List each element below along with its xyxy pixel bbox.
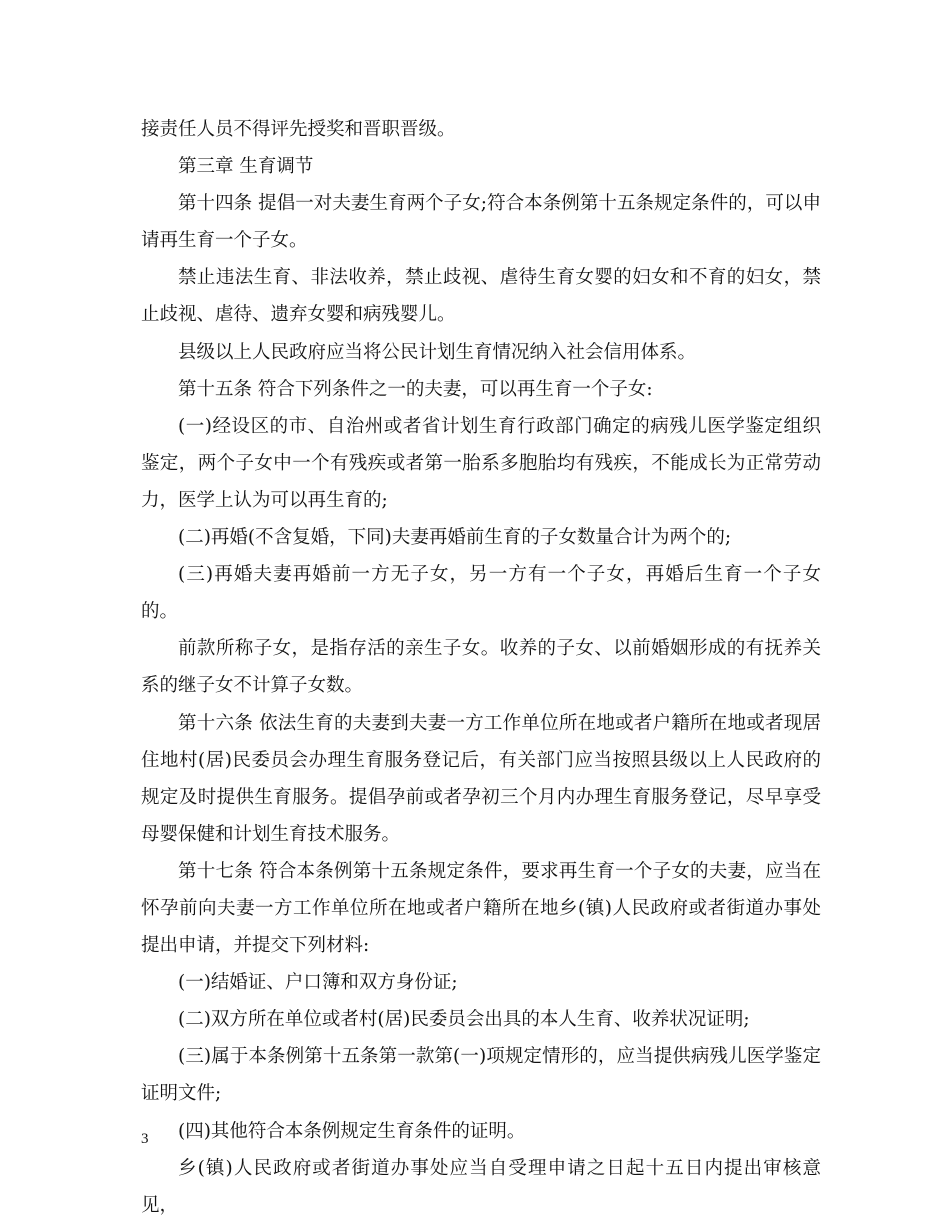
page-number: 3 bbox=[141, 1131, 149, 1147]
paragraph: (三)属于本条例第十五条第一款第(一)项规定情形的，应当提供病残儿医学鉴定证明文件; bbox=[141, 1046, 821, 1105]
paragraph: (二)双方所在单位或者村(居)民委员会出具的本人生育、收养状况证明; bbox=[178, 1009, 750, 1031]
document-body bbox=[141, 111, 821, 1224]
paragraph: 前款所称子女，是指存活的亲生子女。收养的子女、以前婚姻形成的有抚养关系的继子女不计算子女数。 bbox=[141, 638, 821, 697]
paragraph: (一)经设区的市、自治州或者省计划生育行政部门确定的病残儿医学鉴定组织鉴定，两个子女中一个有残疾或者第一胎系多胞胎均有残疾，不能成长为正常劳动力，医学上认为可以再生育的; bbox=[141, 415, 821, 511]
paragraph: 第十五条 符合下列条件之一的夫妻，可以再生育一个子女: bbox=[178, 378, 653, 400]
paragraph: 第十四条 提倡一对夫妻生育两个子女;符合本条例第十五条规定条件的，可以申请再生育一个子女。 bbox=[141, 193, 821, 252]
paragraph: (二)再婚(不含复婚，下同)夫妻再婚前生育的子女数量合计为两个的; bbox=[178, 527, 732, 549]
paragraph: (三)再婚夫妻再婚前一方无子女，另一方有一个子女，再婚后生育一个子女的。 bbox=[141, 564, 821, 623]
paragraph: 乡(镇)人民政府或者街道办事处应当自受理申请之日起十五日内提出审核意见， bbox=[141, 1157, 821, 1216]
paragraph: 第十七条 符合本条例第十五条规定条件，要求再生育一个子女的夫妻，应当在怀孕前向夫妻一方工作单位所在地或者户籍所在地乡(镇)人民政府或者街道办事处提出申请，并提交下列材料: bbox=[141, 860, 821, 957]
paragraph: 接责任人员不得评先授奖和晋职晋级。 bbox=[141, 119, 456, 140]
paragraph: 县级以上人民政府应当将公民计划生育情况纳入社会信用体系。 bbox=[178, 341, 697, 363]
paragraph: (四)其他符合本条例规定生育条件的证明。 bbox=[178, 1120, 526, 1142]
paragraph: 第十六条 依法生育的夫妻到夫妻一方工作单位所在地或者户籍所在地或者现居住地村(居)民委员会办理生育服务登记后，有关部门应当按照县级以上人民政府的规定及时提供生育服务。提倡孕前或者孕初三个月内办理生育服务登记，尽早享受母婴保健和计划生育技术服务。 bbox=[141, 712, 821, 845]
paragraph: 禁止违法生育、非法收养，禁止歧视、虐待生育女婴的妇女和不育的妇女，禁止歧视、虐待、遗弃女婴和病残婴儿。 bbox=[141, 267, 821, 326]
paragraph: (一)结婚证、户口簿和双方身份证; bbox=[178, 972, 458, 994]
chapter-heading: 第三章 生育调节 bbox=[178, 156, 314, 178]
